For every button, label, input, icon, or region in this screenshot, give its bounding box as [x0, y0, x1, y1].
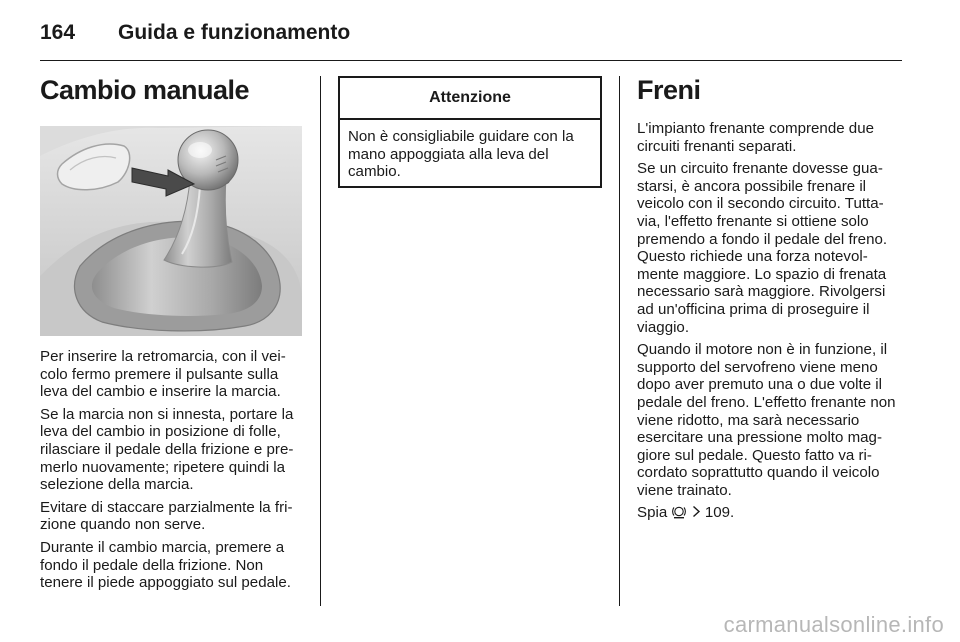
page-number: 164: [40, 21, 76, 44]
notice-box: [338, 76, 602, 188]
running-title: Guida e funzionamento: [118, 21, 351, 44]
reference-prefix: Spia: [637, 504, 668, 522]
paragraph: L'impianto frenante comprende due circuiti frenanti separati.: [637, 120, 874, 155]
column-divider-2: [619, 76, 620, 606]
paragraph: Durante il cambio marcia, premere a fondo il pedale della frizione. Non tenere il piede appoggiato sul pedale.: [40, 538, 291, 592]
section-heading-brakes: Freni: [637, 75, 701, 105]
paragraph: Se la marcia non si innesta, portare la leva del cambio in posizione di folle, rilasciare il pedale della frizione e pre-merlo nuovamente; ripetere quindi la selezione della marcia.: [40, 405, 294, 494]
header-rule: [40, 60, 902, 61]
paragraph: Quando il motore non è in funzione, il supporto del servofreno viene meno dopo aver premuto una o due volte il pedale del freno. L'effetto frenante non viene ridotto, ma sarà necessario esercitare una pressione molto mag-giore sul pedale. Questo fatto va ri-cordato soprattutto quando il veicolo viene trainato.: [637, 341, 896, 499]
notice-title: Attenzione: [340, 78, 600, 120]
notice-body: Non è consigliabile guidare con la mano appoggiata alla leva del cambio.: [348, 128, 574, 181]
gear-lever-illustration: [40, 126, 302, 336]
paragraph: Evitare di staccare parzialmente la fri-zione quando non serve.: [40, 498, 293, 534]
section-heading-manual-gearbox: Cambio manuale: [40, 75, 250, 105]
page-header: [40, 18, 350, 48]
paragraph: Per inserire la retromarcia, con il vei-colo fermo premere il pulsante sulla leva del cambio e inserire la marcia.: [40, 348, 286, 401]
gear-lever-drawing: [40, 126, 302, 336]
brakes-text: [637, 120, 903, 529]
page-reference-arrow-icon: [692, 505, 701, 523]
warning-light-reference: [637, 504, 903, 524]
reference-page: 109.: [704, 504, 735, 522]
brake-warning-icon: [671, 505, 687, 524]
paragraph: Se un circuito frenante dovesse gua-starsi, è ancora possibile frenare il veicolo con il secondo circuito. Tutta-via, l'effetto frenante si ottiene solo premendo a fondo il pedale del freno. Questo richiede una forza notevol-mente maggiore. Lo spazio di frenata necessario sarà maggiore. Rivolgersi ad un'officina prima di proseguire il viaggio.: [637, 160, 888, 336]
column-divider-1: [320, 76, 321, 606]
manual-gearbox-text: [40, 348, 306, 597]
watermark: carmanualsonline.info: [723, 612, 944, 637]
